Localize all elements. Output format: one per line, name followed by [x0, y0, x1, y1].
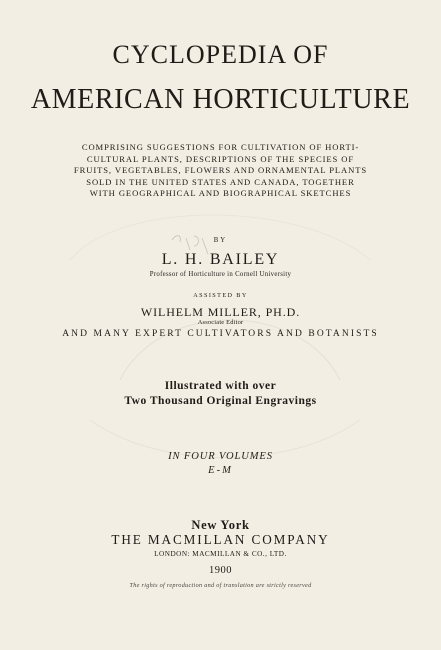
description-line: WITH GEOGRAPHICAL AND BIOGRAPHICAL SKETCHES	[89, 188, 352, 199]
title-line-2: AMERICAN HORTICULTURE	[30, 84, 411, 115]
assistant-name: WILHELM MILLER, PH.D.	[140, 305, 301, 319]
illustrations-line-2: Two Thousand Original Engravings	[124, 395, 317, 407]
volume-range: E-M	[208, 465, 233, 476]
author-title: Professor of Horticulture in Cornell University	[149, 271, 292, 278]
description-block	[0, 142, 441, 200]
london-imprint: LONDON: MACMILLAN & CO., LTD.	[154, 550, 287, 558]
by-label: BY	[213, 237, 228, 244]
publication-year: 1900	[209, 565, 232, 576]
author-name: L. H. BAILEY	[161, 251, 280, 268]
volume-count: IN FOUR VOLUMES	[168, 451, 273, 462]
assisted-by-label: ASSISTED BY	[193, 292, 248, 299]
title-line-1: CYCLOPEDIA OF	[112, 40, 329, 69]
contributors-line: AND MANY EXPERT CULTIVATORS AND BOTANISTS	[62, 329, 379, 339]
description-line: CULTURAL PLANTS, DESCRIPTIONS OF THE SPECIES OF	[86, 153, 355, 164]
rights-notice: The rights of reproduction and of translation are strictly reserved	[129, 582, 312, 589]
description-line: COMPRISING SUGGESTIONS FOR CULTIVATION OF HORTI-	[81, 142, 360, 152]
assistant-title: Associate Editor	[197, 319, 244, 326]
illustrations-line-1: Illustrated with over	[164, 380, 277, 392]
description-line: FRUITS, VEGETABLES, FLOWERS AND ORNAMENTAL PLANTS	[73, 165, 368, 176]
imprint-city: New York	[191, 518, 250, 532]
description-line: SOLD IN THE UNITED STATES AND CANADA, TOGETHER	[86, 176, 355, 187]
publisher-name: THE MACMILLAN COMPANY	[111, 532, 330, 547]
